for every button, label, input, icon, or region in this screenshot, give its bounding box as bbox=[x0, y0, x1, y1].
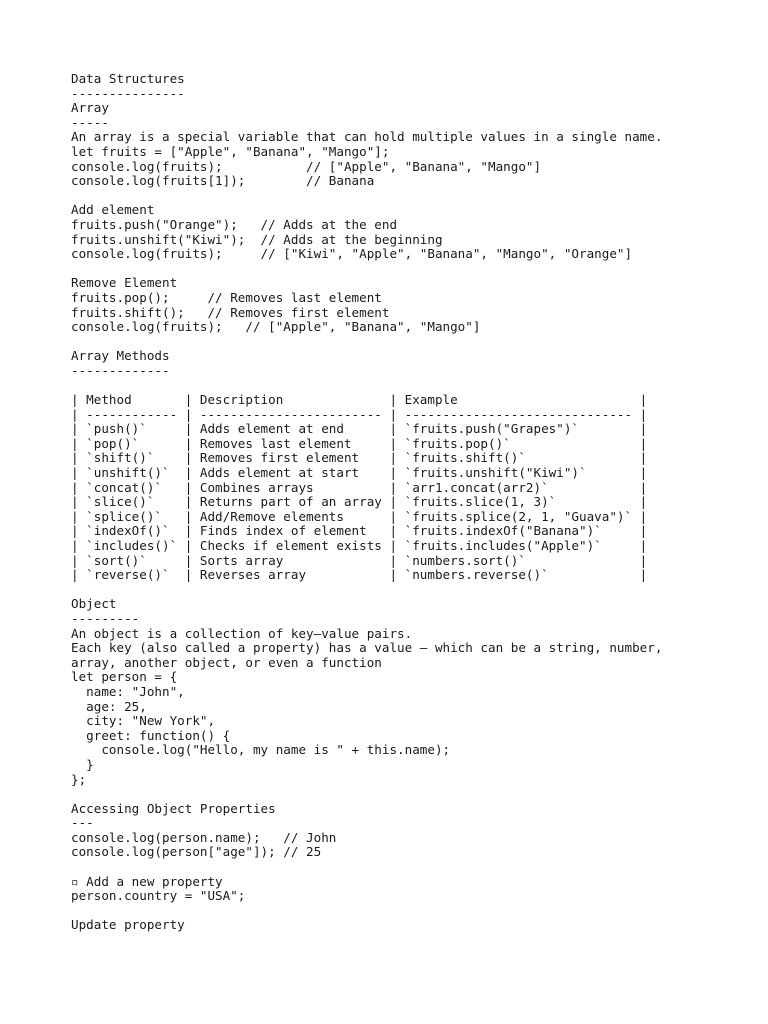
text-line: city: "New York", bbox=[71, 713, 216, 729]
text-line: --------------- bbox=[71, 85, 185, 101]
text-line: age: 25, bbox=[71, 698, 147, 714]
text-line: | `shift()` | Removes first element | `fruits.shift()` | bbox=[71, 450, 648, 466]
text-line: --- bbox=[71, 815, 94, 831]
text-line: Add element bbox=[71, 202, 155, 218]
text-line: | `push()` | Adds element at end | `fruits.push("Grapes")` | bbox=[71, 421, 648, 437]
document-page bbox=[71, 72, 751, 933]
text-line: array, another object, or even a function bbox=[71, 654, 382, 670]
text-line: Data Structures bbox=[71, 71, 185, 86]
text-line: console.log(person["age"]); // 25 bbox=[71, 844, 322, 860]
text-line: Accessing Object Properties bbox=[71, 800, 276, 816]
text-line: | `splice()` | Add/Remove elements | `fruits.splice(2, 1, "Guava")` | bbox=[71, 508, 648, 524]
text-line bbox=[71, 335, 751, 350]
document-body bbox=[71, 72, 751, 933]
text-line: console.log(fruits); // ["Kiwi", "Apple", "Banana", "Mango", "Orange"] bbox=[71, 246, 633, 262]
text-line: ▫ Add a new property bbox=[71, 873, 223, 889]
text-line: | `unshift()` | Adds element at start | `fruits.unshift("Kiwi")` | bbox=[71, 465, 648, 481]
text-line: console.log(fruits[1]); // Banana bbox=[71, 173, 375, 189]
text-line bbox=[71, 378, 751, 393]
text-line: person.country = "USA"; bbox=[71, 888, 246, 904]
text-line: ------------- bbox=[71, 362, 170, 378]
text-line: An object is a collection of key–value pairs. bbox=[71, 625, 413, 641]
text-line bbox=[71, 189, 751, 204]
text-line: | `reverse()` | Reverses array | `numbers.reverse()` | bbox=[71, 567, 648, 583]
text-line: fruits.push("Orange"); // Adds at the end bbox=[71, 216, 398, 232]
text-line: | Method | Description | Example | bbox=[71, 392, 648, 408]
text-line: | `slice()` | Returns part of an array | `fruits.slice(1, 3)` | bbox=[71, 494, 648, 510]
text-line: name: "John", bbox=[71, 683, 185, 699]
text-line: fruits.shift(); // Removes first element bbox=[71, 304, 390, 320]
text-line bbox=[71, 860, 751, 875]
text-line: ----- bbox=[71, 114, 109, 130]
text-line: Each key (also called a property) has a value — which can be a string, number, bbox=[71, 640, 663, 656]
text-line: --------- bbox=[71, 610, 140, 626]
text-line: let fruits = ["Apple", "Banana", "Mango"]; bbox=[71, 143, 390, 159]
text-line: | `sort()` | Sorts array | `numbers.sort()` | bbox=[71, 552, 648, 568]
text-line: fruits.unshift("Kiwi"); // Adds at the beginning bbox=[71, 231, 443, 247]
text-line: console.log("Hello, my name is " + this.name); bbox=[71, 742, 451, 758]
text-line: console.log(person.name); // John bbox=[71, 829, 337, 845]
text-line: console.log(fruits); // ["Apple", "Banana", "Mango"] bbox=[71, 319, 481, 335]
text-line bbox=[71, 787, 751, 802]
text-line: fruits.pop(); // Removes last element bbox=[71, 289, 382, 305]
text-line: An array is a special variable that can hold multiple values in a single name. bbox=[71, 129, 663, 145]
text-line: }; bbox=[71, 771, 87, 787]
text-line: let person = { bbox=[71, 669, 178, 685]
text-line: } bbox=[71, 756, 94, 772]
text-line bbox=[71, 904, 751, 919]
text-line bbox=[71, 583, 751, 598]
text-line: | `indexOf()` | Finds index of element | `fruits.indexOf("Banana")` | bbox=[71, 523, 648, 539]
text-line: Array Methods bbox=[71, 348, 170, 364]
text-line: Update property bbox=[71, 917, 185, 933]
text-line bbox=[71, 262, 751, 277]
text-line: console.log(fruits); // ["Apple", "Banana", "Mango"] bbox=[71, 158, 542, 174]
text-line: Array bbox=[71, 100, 109, 116]
text-line: Remove Element bbox=[71, 275, 178, 291]
text-line: greet: function() { bbox=[71, 727, 231, 743]
text-line: | `includes()` | Checks if element exists | `fruits.includes("Apple")` | bbox=[71, 538, 648, 553]
text-line: Object bbox=[71, 596, 117, 612]
text-line: | `pop()` | Removes last element | `fruits.pop()` | bbox=[71, 435, 648, 451]
text-line: | ------------ | ------------------------ | ------------------------------ | bbox=[71, 406, 648, 422]
text-line: | `concat()` | Combines arrays | `arr1.concat(arr2)` | bbox=[71, 479, 648, 495]
